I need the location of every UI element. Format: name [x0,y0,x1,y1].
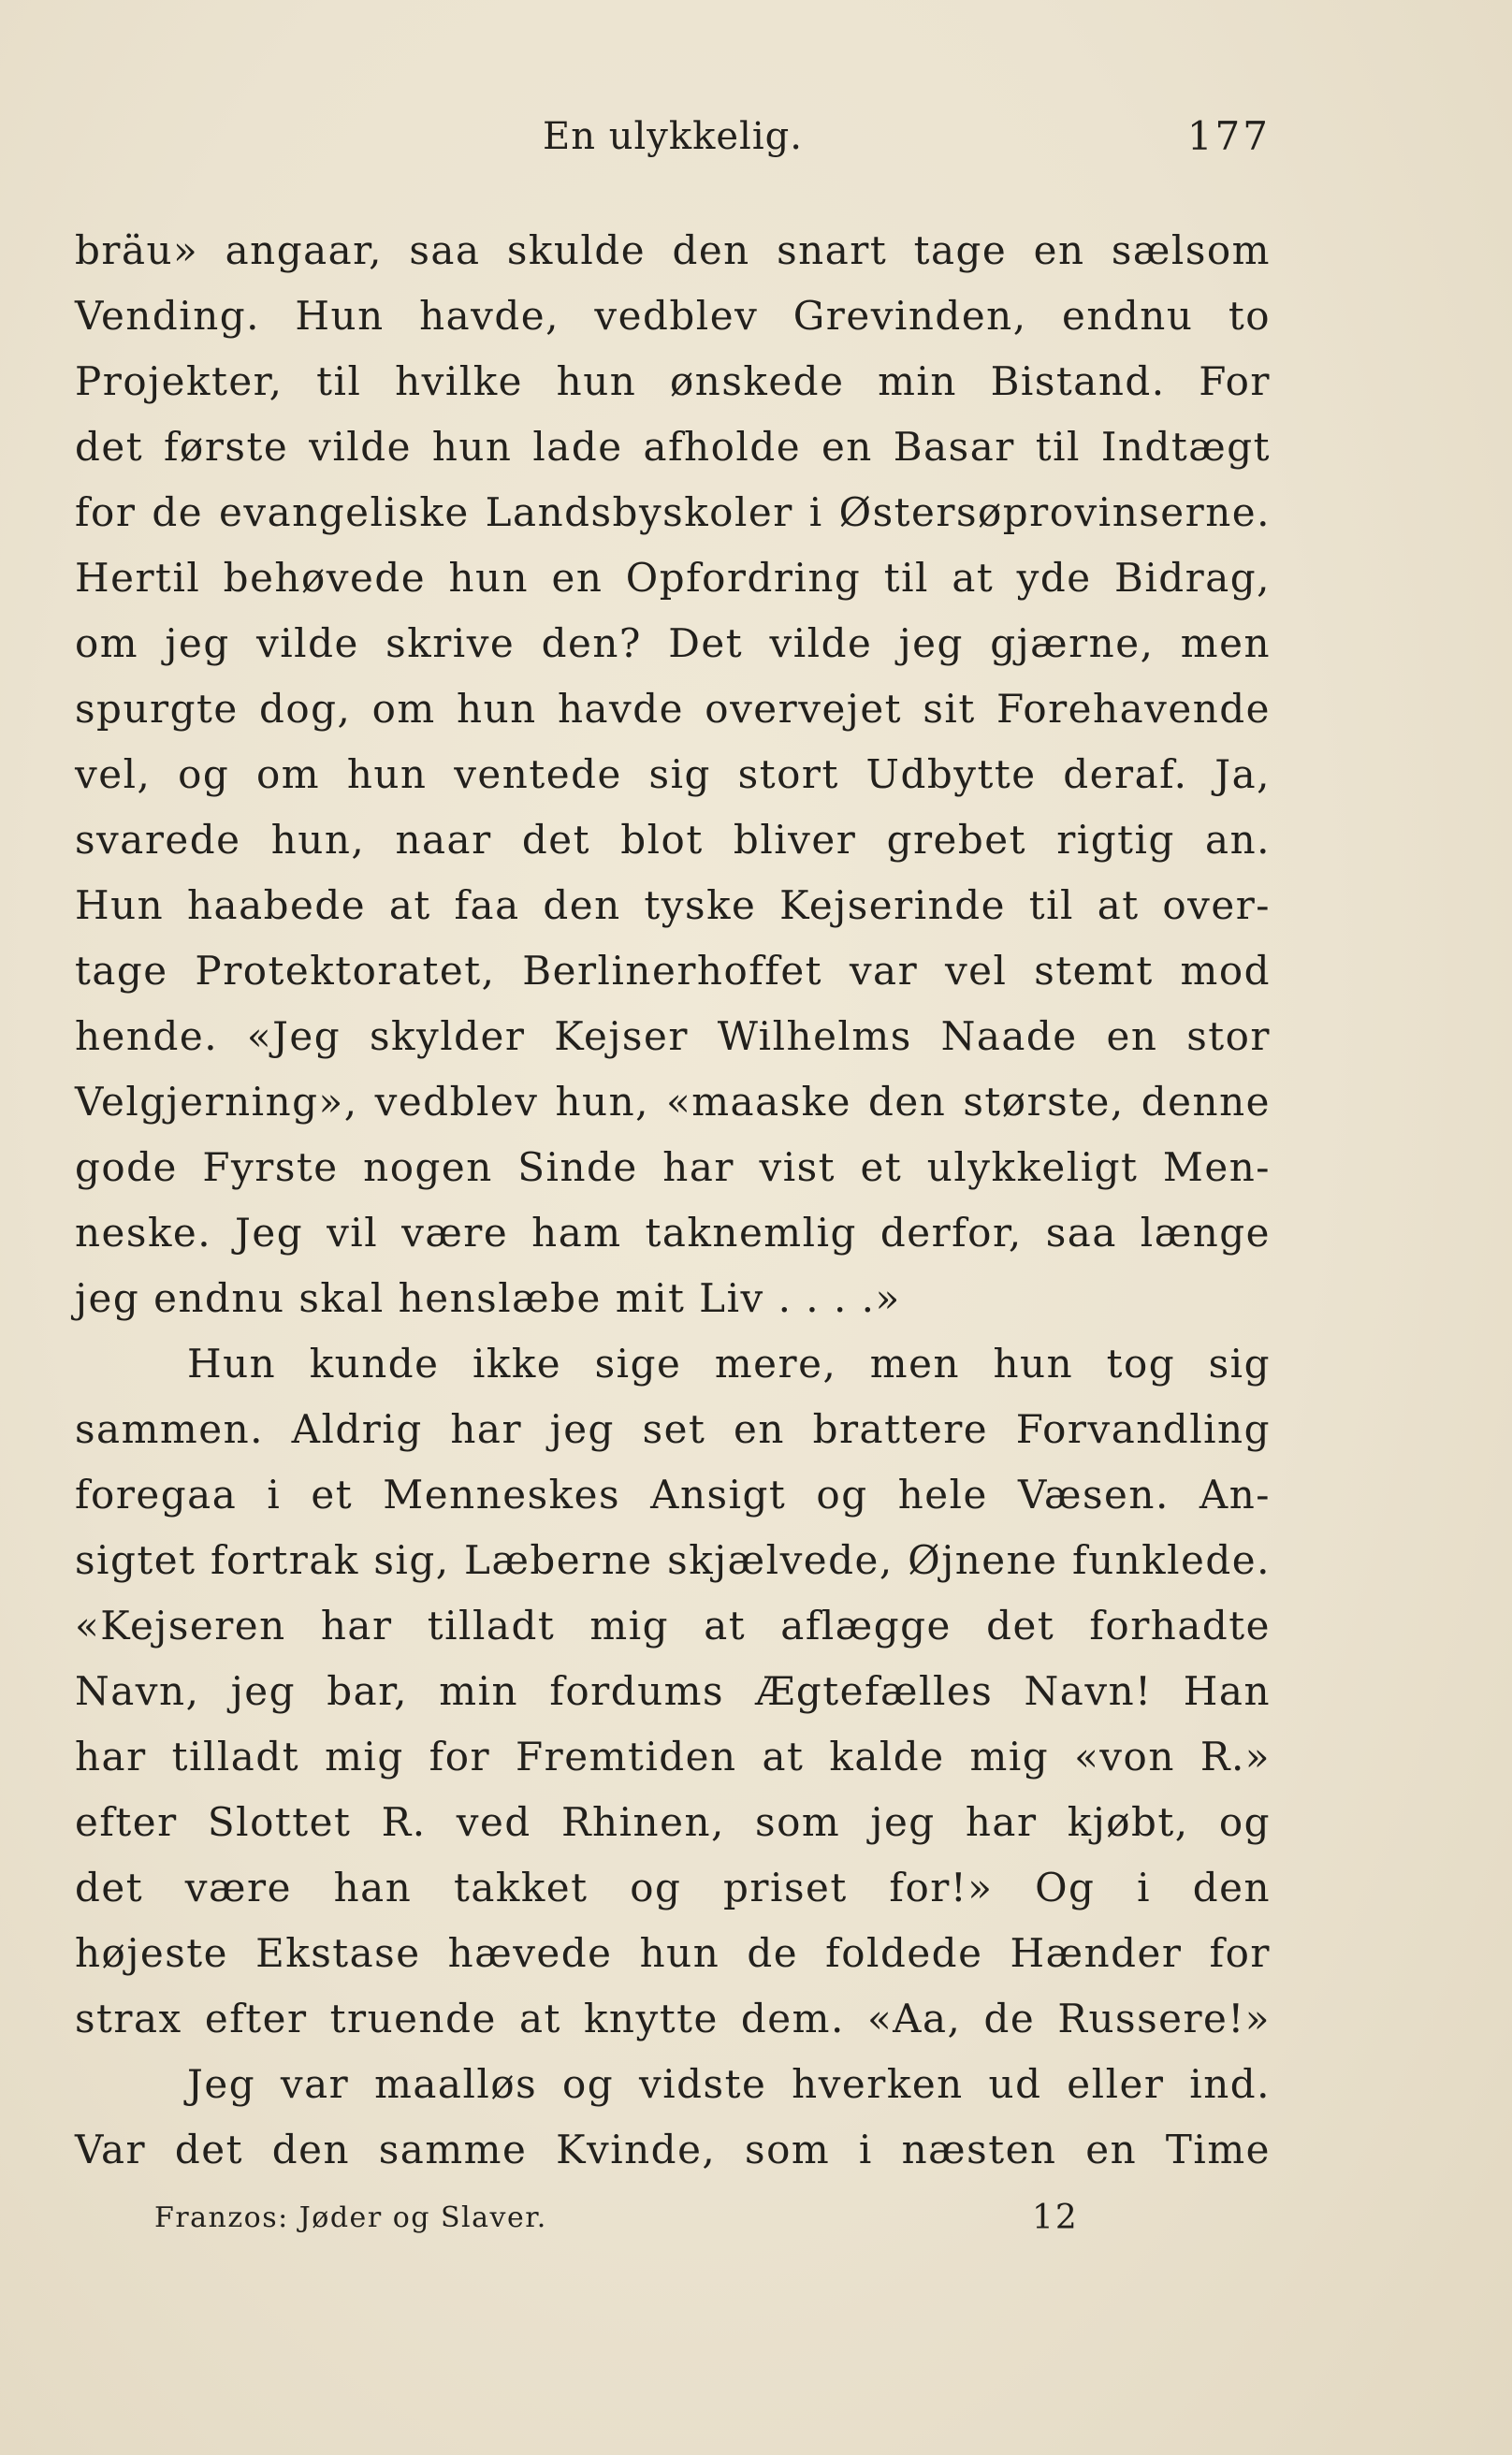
text-line: det være han takket og priset for!» Og i den [75,1865,1271,1910]
sheet-number: 12 [1032,2199,1079,2237]
text-line: Hun kunde ikke sige mere, men hun tog sig [187,1341,1271,1387]
text-line: foregaa i et Menneskes Ansigt og hele Væsen. An- [75,1472,1271,1518]
text-line: har tilladt mig for Fremtiden at kalde mig «von R.» [75,1734,1271,1780]
text-line: hende. «Jeg skylder Kejser Wilhelms Naade en stor [75,1013,1271,1059]
text-line: gode Fyrste nogen Sinde har vist et ulykkeligt Men- [75,1144,1271,1190]
text-line: Navn, jeg bar, min fordums Ægtefælles Navn! Han [75,1668,1271,1714]
running-head [75,110,1271,163]
text-line: Velgjerning», vedblev hun, «maaske den største, denne [75,1079,1271,1125]
text-line: for de evangeliske Landsbyskoler i Østersøprovinserne. [75,489,1271,535]
text-line: Vending. Hun havde, vedblev Grevinden, endnu to [75,293,1271,339]
text-line: tage Protektoratet, Berlinerhoffet var vel stemt mod [75,948,1271,994]
text-line: spurgte dog, om hun havde overvejet sit Forehavende [75,686,1271,732]
text-line: efter Slottet R. ved Rhinen, som jeg har kjøbt, og [75,1799,1271,1845]
running-title: En ulykkelig. [543,115,803,158]
text-line: Hertil behøvede hun en Opfordring til at yde Bidrag, [75,555,1271,601]
text-line: jeg endnu skal henslæbe mit Liv . . . .» [75,1275,901,1321]
body-text [75,218,1271,2183]
footer [154,2192,1090,2244]
text-line: vel, og om hun ventede sig stort Udbytte deraf. Ja, [75,751,1271,797]
signature-line: Franzos: Jøder og Slaver. [154,2201,547,2234]
text-line: det første vilde hun lade afholde en Basar til Indtægt [75,424,1271,470]
text-line: neske. Jeg vil være ham taknemlig derfor, saa længe [75,1210,1271,1256]
text-line: bräu» angaar, saa skulde den snart tage en sælsom [75,227,1271,273]
text-line: svarede hun, naar det blot bliver grebet rigtig an. [75,817,1271,863]
page-number: 177 [1186,113,1271,159]
text-line: Projekter, til hvilke hun ønskede min Bistand. For [75,358,1271,404]
text-line: strax efter truende at knytte dem. «Aa, de Russere!» [75,1996,1271,2041]
text-line: højeste Ekstase hævede hun de foldede Hænder for [75,1930,1271,1976]
text-line: Var det den samme Kvinde, som i næsten en Time [75,2127,1271,2172]
text-line: om jeg vilde skrive den? Det vilde jeg gjærne, men [75,620,1271,666]
text-line: Jeg var maalløs og vidste hverken ud eller ind. [187,2061,1271,2107]
text-line: sigtet fortrak sig, Læberne skjælvede, Øjnene funklede. [75,1537,1271,1583]
text-line: «Kejseren har tilladt mig at aflægge det forhadte [75,1603,1271,1649]
text-line: Hun haabede at faa den tyske Kejserinde til at over- [75,882,1271,928]
text-line: sammen. Aldrig har jeg set en brattere Forvandling [75,1406,1271,1452]
